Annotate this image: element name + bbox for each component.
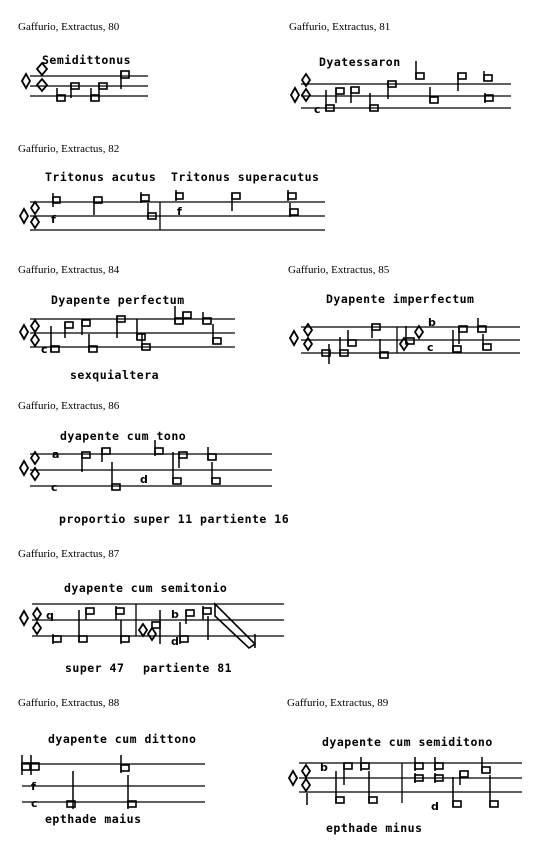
pitch-letter: b xyxy=(171,608,179,621)
interval-label: sexquialtera xyxy=(70,368,160,382)
pitch-letter: d xyxy=(140,473,148,486)
example-80 xyxy=(18,21,268,121)
example-82 xyxy=(18,143,338,243)
pitch-letter: b xyxy=(320,761,328,774)
music-staff xyxy=(18,400,298,535)
interval-label: Tritonus superacutus xyxy=(171,170,320,184)
example-caption: Gaffurio, Extractus, 81 xyxy=(289,21,391,33)
interval-label: Semidittonus xyxy=(42,53,132,67)
music-staff xyxy=(18,264,268,384)
example-88 xyxy=(18,697,268,837)
example-caption: Gaffurio, Extractus, 88 xyxy=(18,697,120,709)
example-86 xyxy=(18,400,298,535)
example-84 xyxy=(18,264,268,384)
pitch-letter: f xyxy=(51,213,56,226)
interval-label: super 47 xyxy=(65,661,125,675)
pitch-letter: d xyxy=(431,800,439,813)
pitch-letter: f xyxy=(31,780,36,793)
example-81 xyxy=(289,21,539,121)
interval-label: epthade minus xyxy=(326,821,423,835)
interval-label: dyapente cum tono xyxy=(60,429,187,443)
example-caption: Gaffurio, Extractus, 84 xyxy=(18,264,120,276)
example-caption: Gaffurio, Extractus, 89 xyxy=(287,697,389,709)
music-staff xyxy=(289,21,539,121)
pitch-letter: b xyxy=(428,316,436,329)
example-89 xyxy=(287,697,547,837)
pitch-letter: c xyxy=(314,103,321,116)
example-caption: Gaffurio, Extractus, 82 xyxy=(18,143,120,155)
music-staff xyxy=(18,548,308,683)
pitch-letter: d xyxy=(171,635,179,648)
pitch-letter: c xyxy=(31,797,38,810)
music-staff xyxy=(18,697,268,837)
pitch-letter: c xyxy=(427,341,434,354)
interval-label: dyapente cum semiditono xyxy=(322,735,493,749)
music-staff xyxy=(18,143,338,243)
example-caption: Gaffurio, Extractus, 87 xyxy=(18,548,120,560)
interval-label: Dyatessaron xyxy=(319,55,401,69)
interval-label: proportio super 11 partiente 16 xyxy=(59,512,290,526)
music-staff xyxy=(288,264,538,384)
pitch-letter: a xyxy=(52,448,60,461)
interval-label: epthade maius xyxy=(45,812,142,826)
interval-label: Dyapente perfectum xyxy=(51,293,185,307)
interval-label: Dyapente imperfectum xyxy=(326,292,475,306)
pitch-letter: c xyxy=(51,481,58,494)
example-caption: Gaffurio, Extractus, 86 xyxy=(18,400,120,412)
example-caption: Gaffurio, Extractus, 85 xyxy=(288,264,390,276)
interval-label: Tritonus acutus xyxy=(45,170,157,184)
music-staff xyxy=(287,697,547,837)
interval-label: dyapente cum dittono xyxy=(48,732,197,746)
interval-label: partiente 81 xyxy=(143,661,233,675)
music-staff xyxy=(18,21,268,121)
example-87 xyxy=(18,548,308,683)
pitch-letter: c xyxy=(41,343,48,356)
pitch-letter: f xyxy=(177,205,182,218)
pitch-letter: q xyxy=(46,609,54,622)
example-85 xyxy=(288,264,538,384)
example-caption: Gaffurio, Extractus, 80 xyxy=(18,21,120,33)
interval-label: dyapente cum semitonio xyxy=(64,581,228,595)
